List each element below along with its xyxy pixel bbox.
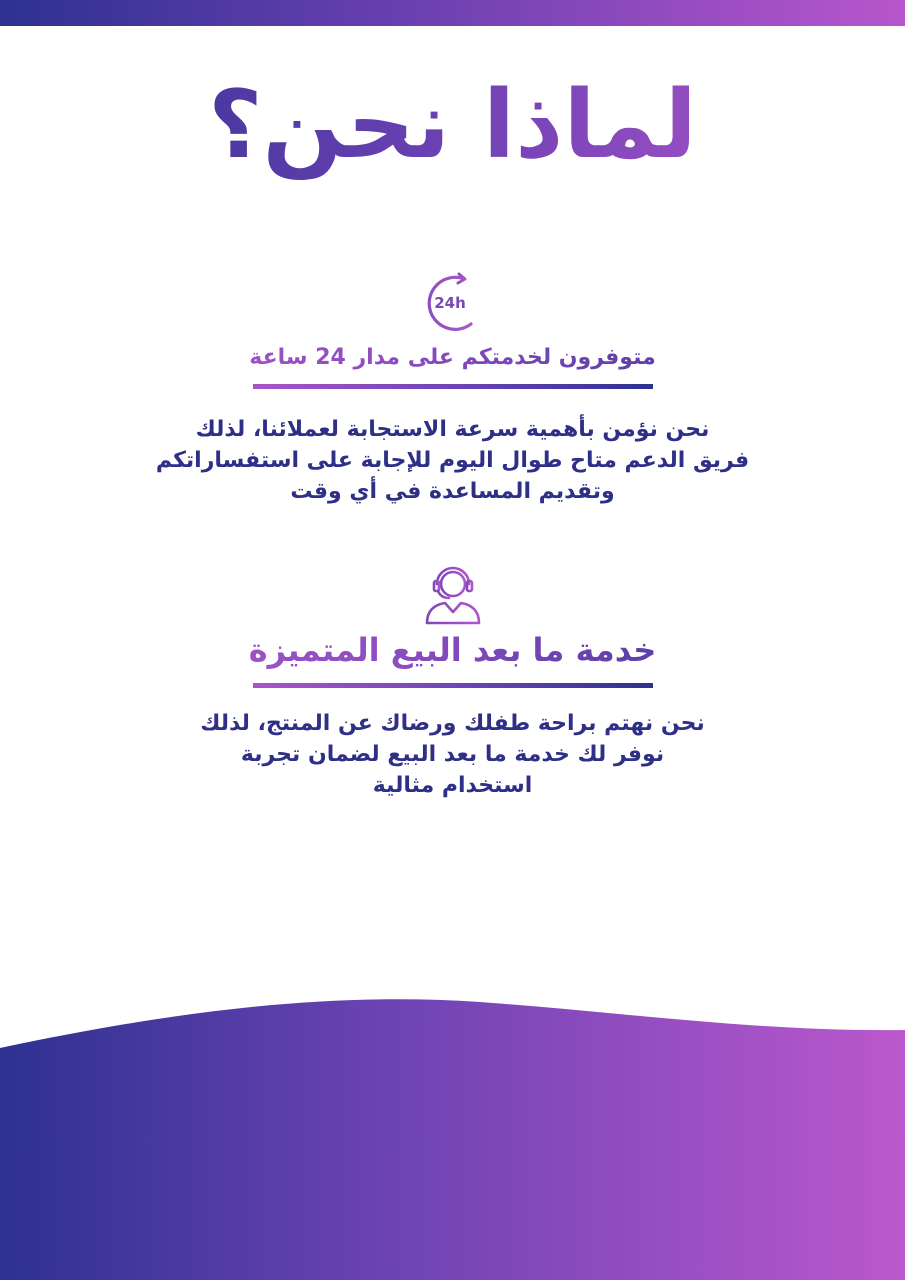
24h-clock-icon: [421, 272, 485, 334]
section-1-body-line: فريق الدعم متاح طوال اليوم للإجابة على استفساراتكم: [155, 448, 750, 473]
24h-label: 24h: [433, 294, 466, 312]
section-2-body-line: نحن نهتم براحة طفلك ورضاك عن المنتج، لذلك: [200, 711, 705, 736]
section-1-body: [120, 414, 785, 507]
top-gradient-bar: [0, 0, 905, 26]
section-1-body-line: وتقديم المساعدة في أي وقت: [290, 479, 615, 504]
section-1-divider: [253, 384, 653, 389]
section-2-body-line: استخدام مثالية: [372, 773, 533, 798]
section-2-body-line: نوفر لك خدمة ما بعد البيع لضمان تجربة: [240, 742, 665, 767]
section-1-body-line: نحن نؤمن بأهمية سرعة الاستجابة لعملائنا، لذلك: [195, 417, 710, 442]
section-1-heading: متوفرون لخدمتكم على مدار 24 ساعة: [0, 338, 905, 378]
section-1-icon-wrap: [0, 272, 905, 334]
section-2-icon-wrap: [0, 562, 905, 626]
customer-support-headset-icon: [421, 562, 485, 626]
page-title: لماذا نحن؟: [0, 66, 905, 186]
section-2-body: [120, 708, 785, 801]
section-2-divider: [253, 683, 653, 688]
section-2-heading: خدمة ما بعد البيع المتميزة: [0, 622, 905, 678]
bottom-gradient-wave: [0, 990, 905, 1280]
